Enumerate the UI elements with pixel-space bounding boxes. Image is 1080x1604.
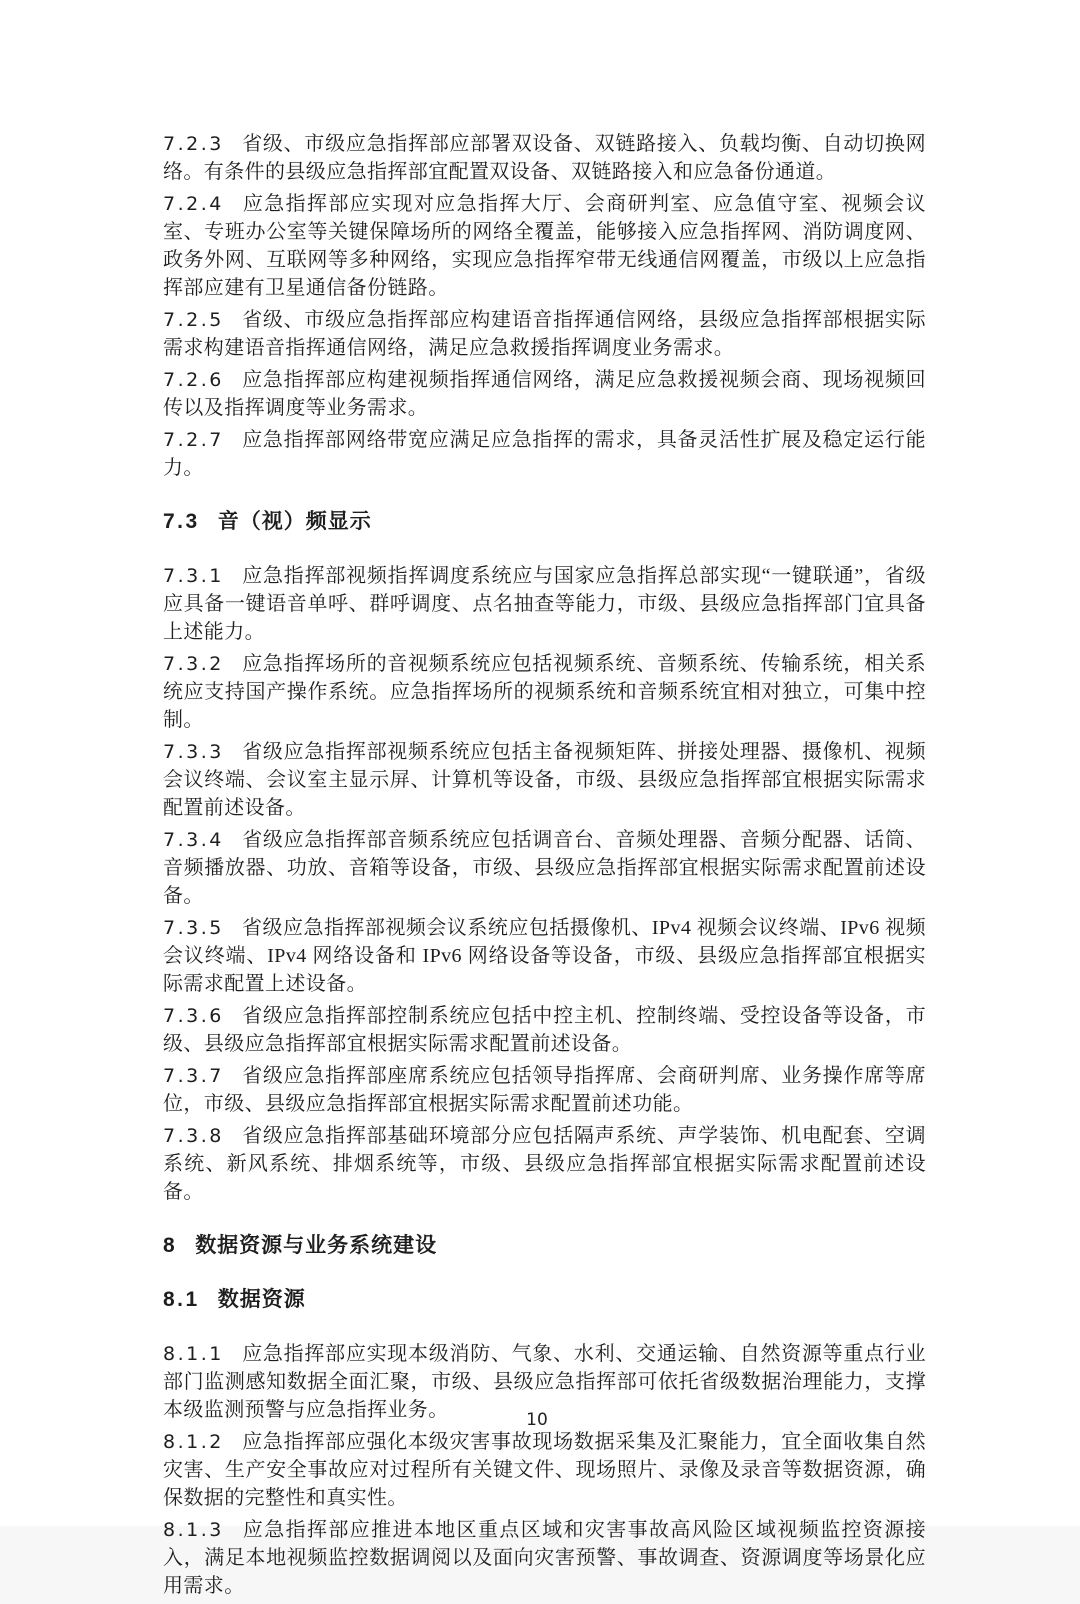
clause-number: 8.1.1 [163, 1343, 224, 1365]
clause-7-3-6 [163, 1002, 926, 1058]
clause-number: 7.3.4 [163, 829, 224, 851]
clause-8-1-3 [163, 1516, 926, 1600]
clause-7-2-5 [163, 306, 926, 362]
clause-text: 省级应急指挥部音频系统应包括调音台、音频处理器、音频分配器、话筒、音频播放器、功放、音箱等设备，市级、县级应急指挥部宜根据实际需求配置前述设备。 [163, 829, 926, 907]
clause-number: 8.1.2 [163, 1431, 224, 1453]
clause-8-1-2 [163, 1428, 926, 1512]
clause-text: 应急指挥部应实现本级消防、气象、水利、交通运输、自然资源等重点行业部门监测感知数据全面汇聚，市级、县级应急指挥部可依托省级数据治理能力，支撑本级监测预警与应急指挥业务。 [163, 1343, 926, 1421]
clause-7-2-6 [163, 366, 926, 422]
clause-7-3-2 [163, 650, 926, 734]
clause-number: 7.3.7 [163, 1065, 224, 1087]
clause-text: 应急指挥部应实现对应急指挥大厅、会商研判室、应急值守室、视频会议室、专班办公室等关键保障场所的网络全覆盖，能够接入应急指挥网、消防调度网、政务外网、互联网等多种网络，实现应急指挥窄带无线通信网覆盖，市级以上应急指挥部应建有卫星通信备份链路。 [163, 193, 926, 299]
clause-text: 省级应急指挥部基础环境部分应包括隔声系统、声学装饰、机电配套、空调系统、新风系统、排烟系统等，市级、县级应急指挥部宜根据实际需求配置前述设备。 [163, 1125, 926, 1203]
clause-text: 应急指挥部应构建视频指挥通信网络，满足应急救援视频会商、现场视频回传以及指挥调度等业务需求。 [163, 369, 926, 419]
clause-text: 省级应急指挥部控制系统应包括中控主机、控制终端、受控设备等设备，市级、县级应急指挥部宜根据实际需求配置前述设备。 [163, 1005, 926, 1055]
clause-text: 省级、市级应急指挥部应构建语音指挥通信网络，县级应急指挥部根据实际需求构建语音指挥通信网络，满足应急救援指挥调度业务需求。 [163, 309, 926, 359]
clause-7-2-4 [163, 190, 926, 302]
clause-number: 7.2.6 [163, 369, 224, 391]
clause-7-3-4 [163, 826, 926, 910]
heading-title: 数据资源 [217, 1288, 306, 1311]
clause-7-2-7 [163, 426, 926, 482]
clause-number: 7.2.3 [163, 133, 224, 155]
clause-text: 省级、市级应急指挥部应部署双设备、双链路接入、负载均衡、自动切换网络。有条件的县级应急指挥部宜配置双设备、双链路接入和应急备份通道。 [163, 133, 926, 183]
clause-text: 应急指挥部应强化本级灾害事故现场数据采集及汇聚能力，宜全面收集自然灾害、生产安全事故应对过程所有关键文件、现场照片、录像及录音等数据资源，确保数据的完整性和真实性。 [163, 1431, 926, 1509]
clause-text: 应急指挥部视频指挥调度系统应与国家应急指挥总部实现“一键联通”，省级应具备一键语音单呼、群呼调度、点名抽查等能力，市级、县级应急指挥部门宜具备上述能力。 [163, 565, 926, 643]
clause-number: 7.3.1 [163, 565, 224, 587]
heading-number: 8 [163, 1234, 178, 1257]
heading-number: 8.1 [163, 1288, 200, 1311]
clause-text: 省级应急指挥部视频系统应包括主备视频矩阵、拼接处理器、摄像机、视频会议终端、会议室主显示屏、计算机等设备，市级、县级应急指挥部宜根据实际需求配置前述设备。 [163, 741, 926, 819]
clause-text: 应急指挥部网络带宽应满足应急指挥的需求，具备灵活性扩展及稳定运行能力。 [163, 429, 926, 479]
clause-number: 7.3.3 [163, 741, 224, 763]
clause-number: 7.2.7 [163, 429, 224, 451]
clause-text: 省级应急指挥部座席系统应包括领导指挥席、会商研判席、业务操作席等席位，市级、县级应急指挥部宜根据实际需求配置前述功能。 [163, 1065, 926, 1115]
clause-number: 7.3.8 [163, 1125, 224, 1147]
heading-number: 7.3 [163, 510, 200, 533]
clause-number: 7.3.5 [163, 917, 224, 939]
clause-number: 7.3.2 [163, 653, 224, 675]
clause-7-3-3 [163, 738, 926, 822]
page-number: 10 [526, 1410, 548, 1430]
clause-7-3-5 [163, 914, 926, 998]
section-heading-7-3 [163, 508, 926, 536]
clause-7-2-3 [163, 130, 926, 186]
clause-text: 省级应急指挥部视频会议系统应包括摄像机、IPv4 视频会议终端、IPv6 视频会议终端、IPv4 网络设备和 IPv6 网络设备等设备，市级、县级应急指挥部宜根据实际需求配置上述设备。 [163, 917, 926, 995]
clause-number: 7.3.6 [163, 1005, 224, 1027]
clause-text: 应急指挥场所的音视频系统应包括视频系统、音频系统、传输系统，相关系统应支持国产操作系统。应急指挥场所的视频系统和音频系统宜相对独立，可集中控制。 [163, 653, 926, 731]
clause-7-3-1 [163, 562, 926, 646]
chapter-heading-8 [163, 1232, 926, 1260]
clause-7-3-8 [163, 1122, 926, 1206]
heading-title: 数据资源与业务系统建设 [195, 1234, 438, 1257]
document-body [163, 130, 926, 1604]
clause-number: 7.2.5 [163, 309, 224, 331]
section-heading-8-1 [163, 1286, 926, 1314]
clause-text: 应急指挥部应推进本地区重点区域和灾害事故高风险区域视频监控资源接入，满足本地视频监控数据调阅以及面向灾害预警、事故调查、资源调度等场景化应用需求。 [163, 1519, 926, 1597]
heading-title: 音（视）频显示 [217, 510, 372, 533]
clause-number: 8.1.3 [163, 1519, 224, 1541]
clause-number: 7.2.4 [163, 193, 224, 215]
clause-7-3-7 [163, 1062, 926, 1118]
